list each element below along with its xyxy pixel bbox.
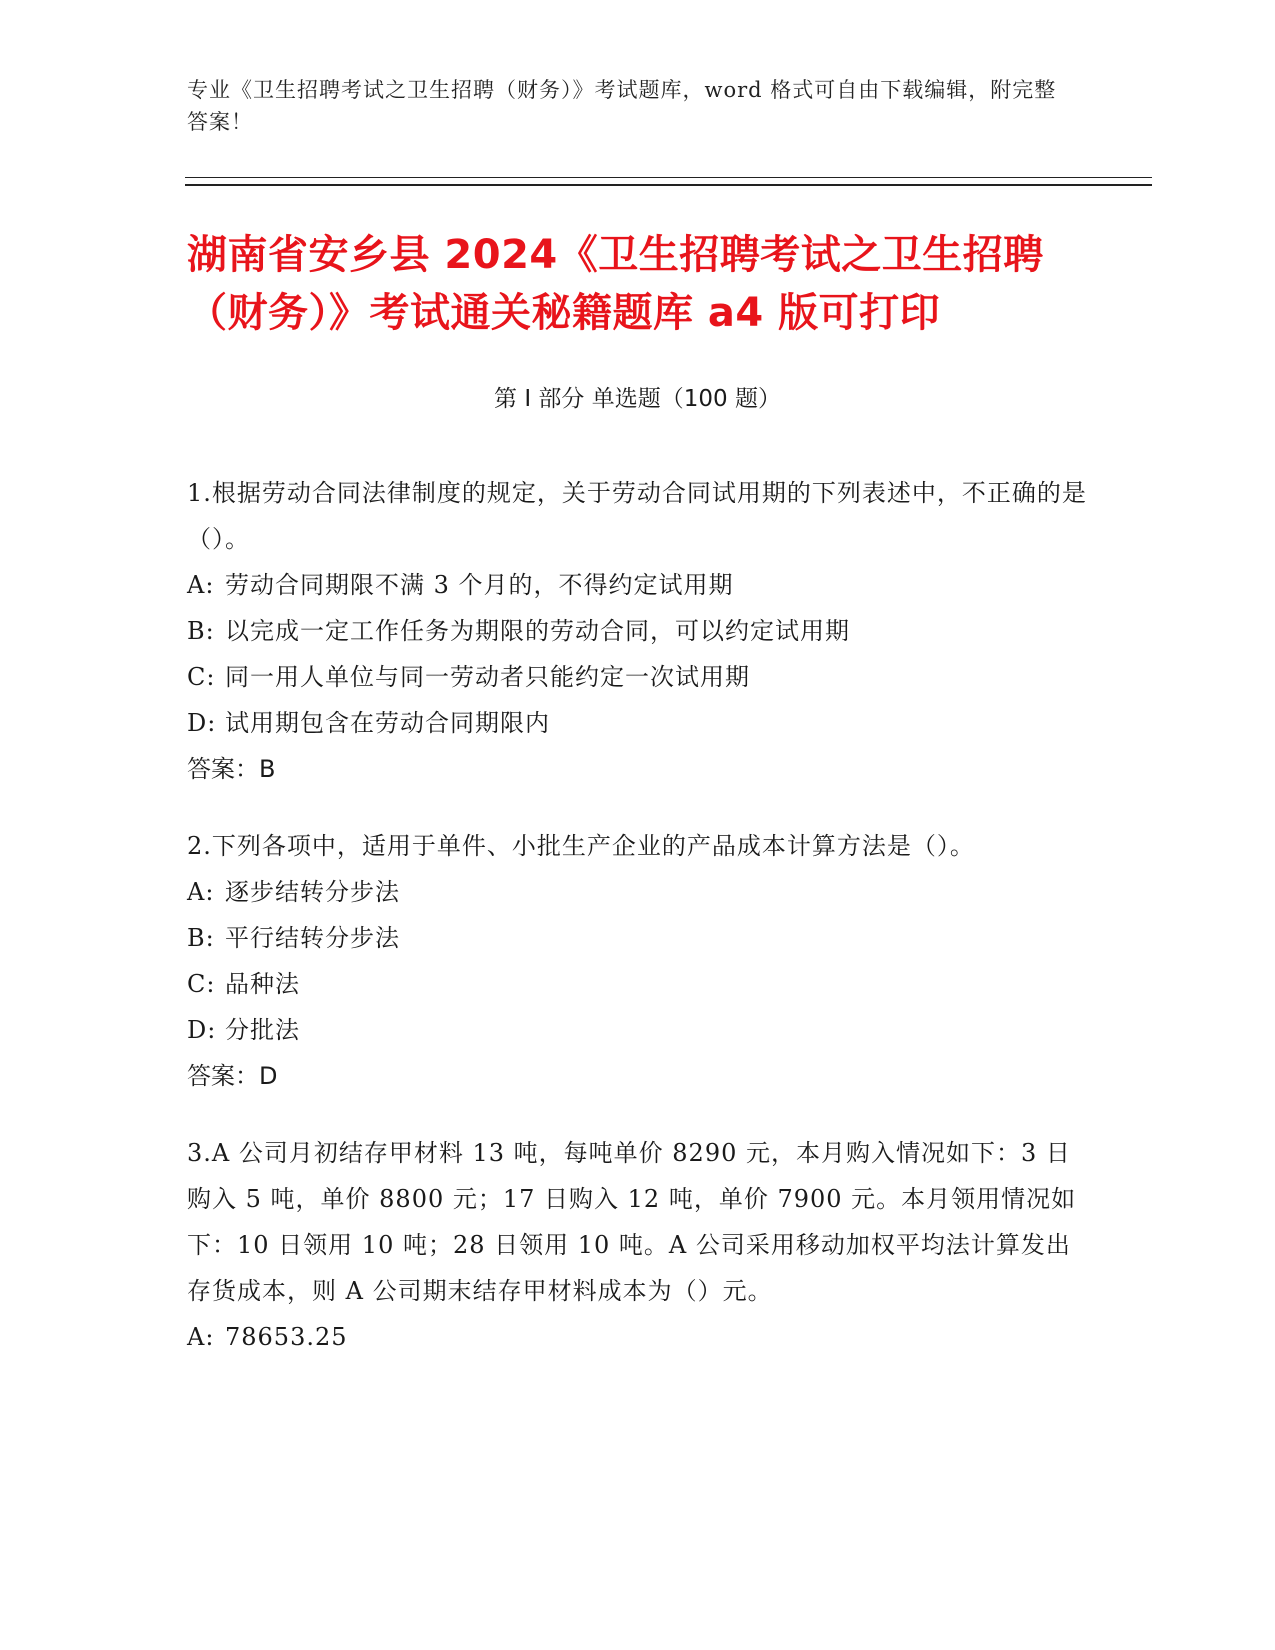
- question-1: [187, 470, 1087, 792]
- option-b: [187, 915, 1087, 961]
- option-b: [187, 608, 1087, 654]
- option-text: 78653.25: [225, 1323, 348, 1351]
- question-stem: 2.下列各项中，适用于单件、小批生产企业的产品成本计算方法是（）。: [187, 832, 975, 860]
- question-stem: 3.A 公司月初结存甲材料 13 吨，每吨单价 8290 元，本月购入情况如下：3 日购入 5 吨，单价 8800 元；17 日购入 12 吨，单价 7900 元。本月领用情况如下：10 日领用 10 吨；28 日领用 10 吨。A 公司采用移动加权平均法计算发出存货成本，则 A 公司期末结存甲材料成本为（）元。: [187, 1139, 1077, 1305]
- question-list: [187, 470, 1087, 1391]
- option-a: [187, 562, 1087, 608]
- option-text: 劳动合同期限不满 3 个月的，不得约定试用期: [225, 571, 734, 599]
- option-d: [187, 700, 1087, 746]
- option-key: C:: [187, 970, 216, 998]
- option-key: D:: [187, 1016, 217, 1044]
- option-text: 逐步结转分步法: [225, 878, 400, 906]
- option-a: [187, 1314, 1087, 1360]
- answer: 答案：D: [187, 1062, 278, 1090]
- option-key: A:: [187, 1323, 215, 1351]
- option-a: [187, 869, 1087, 915]
- answer: 答案：B: [187, 755, 276, 783]
- section-heading: 第 I 部分 单选题（100 题）: [494, 386, 781, 412]
- option-text: 品种法: [225, 970, 300, 998]
- option-text: 平行结转分步法: [225, 924, 400, 952]
- question-2: [187, 823, 1087, 1099]
- header-divider: [185, 177, 1152, 186]
- option-c: [187, 654, 1087, 700]
- option-text: 分批法: [225, 1016, 300, 1044]
- option-key: A:: [187, 571, 215, 599]
- document-title: 湖南省安乡县 2024《卫生招聘考试之卫生招聘（财务）》考试通关秘籍题库 a4 版可打印: [187, 232, 1044, 336]
- option-text: 同一用人单位与同一劳动者只能约定一次试用期: [225, 663, 750, 691]
- option-d: [187, 1007, 1087, 1053]
- option-key: A:: [187, 878, 215, 906]
- option-key: C:: [187, 663, 216, 691]
- option-text: 试用期包含在劳动合同期限内: [225, 709, 550, 737]
- option-key: D:: [187, 709, 217, 737]
- question-stem: 1.根据劳动合同法律制度的规定，关于劳动合同试用期的下列表述中，不正确的是（）。: [187, 479, 1087, 553]
- question-3: [187, 1130, 1087, 1360]
- option-key: B:: [187, 617, 215, 645]
- option-c: [187, 961, 1087, 1007]
- header-note: 专业《卫生招聘考试之卫生招聘（财务）》考试题库，word 格式可自由下载编辑，附完整答案！: [187, 78, 1057, 134]
- option-text: 以完成一定工作任务为期限的劳动合同，可以约定试用期: [225, 617, 850, 645]
- option-key: B:: [187, 924, 215, 952]
